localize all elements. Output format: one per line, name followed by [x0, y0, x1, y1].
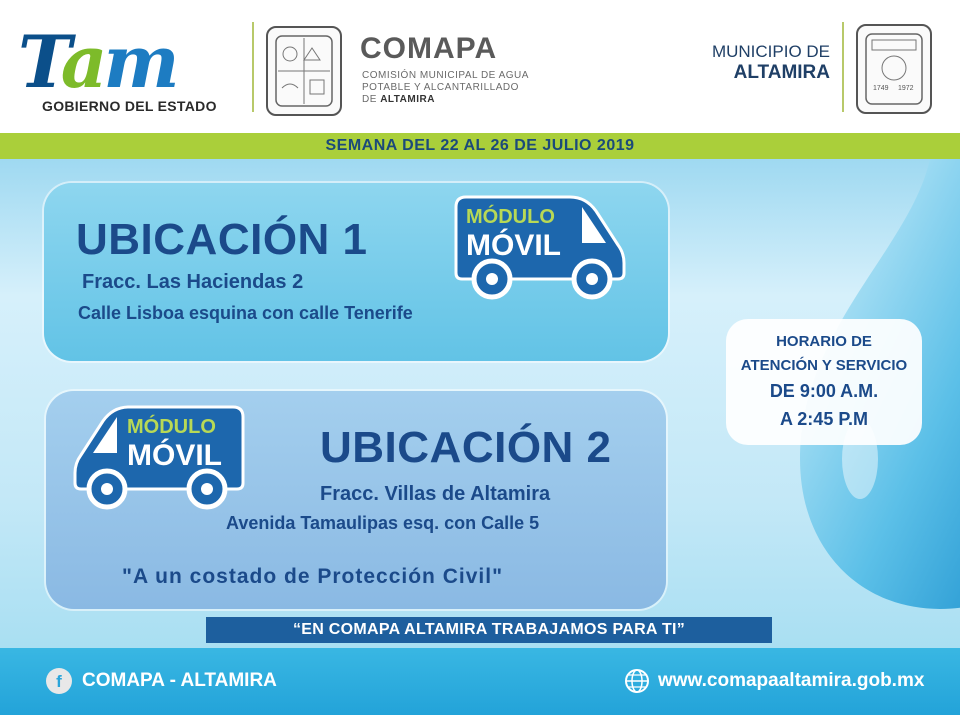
mobile-module-van-icon	[72, 397, 247, 517]
tam-logo	[18, 19, 248, 122]
hours-box	[726, 319, 922, 445]
header	[0, 0, 960, 130]
tam-wordmark: Tam	[18, 19, 176, 104]
location-note: "A un costado de Protección Civil"	[122, 565, 504, 588]
gobierno-label: GOBIERNO DEL ESTADO	[42, 98, 217, 114]
svg-text:MÓDULO: MÓDULO	[127, 416, 216, 438]
municipio-name: ALTAMIRA	[733, 62, 830, 83]
hours-line-1: HORARIO DE	[776, 333, 872, 350]
comapa-seal-icon	[266, 26, 342, 116]
comapa-sub-3: DE ALTAMIRA	[362, 94, 435, 105]
footer	[0, 648, 960, 715]
location-line-1: Fracc. Villas de Altamira	[320, 483, 551, 505]
svg-text:1749: 1749	[873, 85, 889, 92]
location-line-1: Fracc. Las Haciendas 2	[82, 271, 304, 293]
svg-text:1972: 1972	[898, 85, 914, 92]
website-link[interactable]: www.comapaaltamira.gob.mx	[658, 670, 925, 691]
slogan-text: “EN COMAPA ALTAMIRA TRABAJAMOS PARA TI”	[292, 621, 686, 638]
hours-line-2: ATENCIÓN Y SERVICIO	[740, 357, 908, 374]
globe-icon	[624, 668, 650, 694]
week-bar	[0, 133, 960, 159]
divider	[842, 22, 844, 112]
comapa-title: COMAPA	[360, 32, 498, 65]
mobile-module-van-icon	[452, 187, 627, 307]
location-line-2: Calle Lisboa esquina con calle Tenerife	[78, 303, 413, 323]
main-panel	[0, 159, 960, 648]
comapa-sub-2: POTABLE Y ALCANTARILLADO	[362, 82, 519, 93]
altamira-seal-icon	[856, 24, 932, 114]
svg-text:MÓVIL: MÓVIL	[127, 439, 222, 472]
slogan-bar	[206, 617, 772, 643]
week-label: SEMANA DEL 22 AL 26 DE JULIO 2019	[325, 137, 635, 154]
facebook-link[interactable]: COMAPA - ALTAMIRA	[82, 670, 277, 691]
hours-line-3: DE 9:00 A.M.	[769, 381, 879, 401]
divider	[252, 22, 254, 112]
location-line-2: Avenida Tamaulipas esq. con Calle 5	[226, 513, 540, 533]
svg-text:MÓVIL: MÓVIL	[466, 229, 561, 262]
facebook-icon[interactable]: f	[46, 668, 72, 694]
location-title: UBICACIÓN 1	[76, 215, 368, 264]
hours-line-4: A 2:45 P.M	[779, 409, 869, 429]
location-title: UBICACIÓN 2	[320, 423, 612, 472]
municipio-label: MUNICIPIO DE	[711, 42, 830, 61]
svg-text:MÓDULO: MÓDULO	[466, 206, 555, 228]
comapa-sub-1: COMISIÓN MUNICIPAL DE AGUA	[362, 70, 529, 81]
